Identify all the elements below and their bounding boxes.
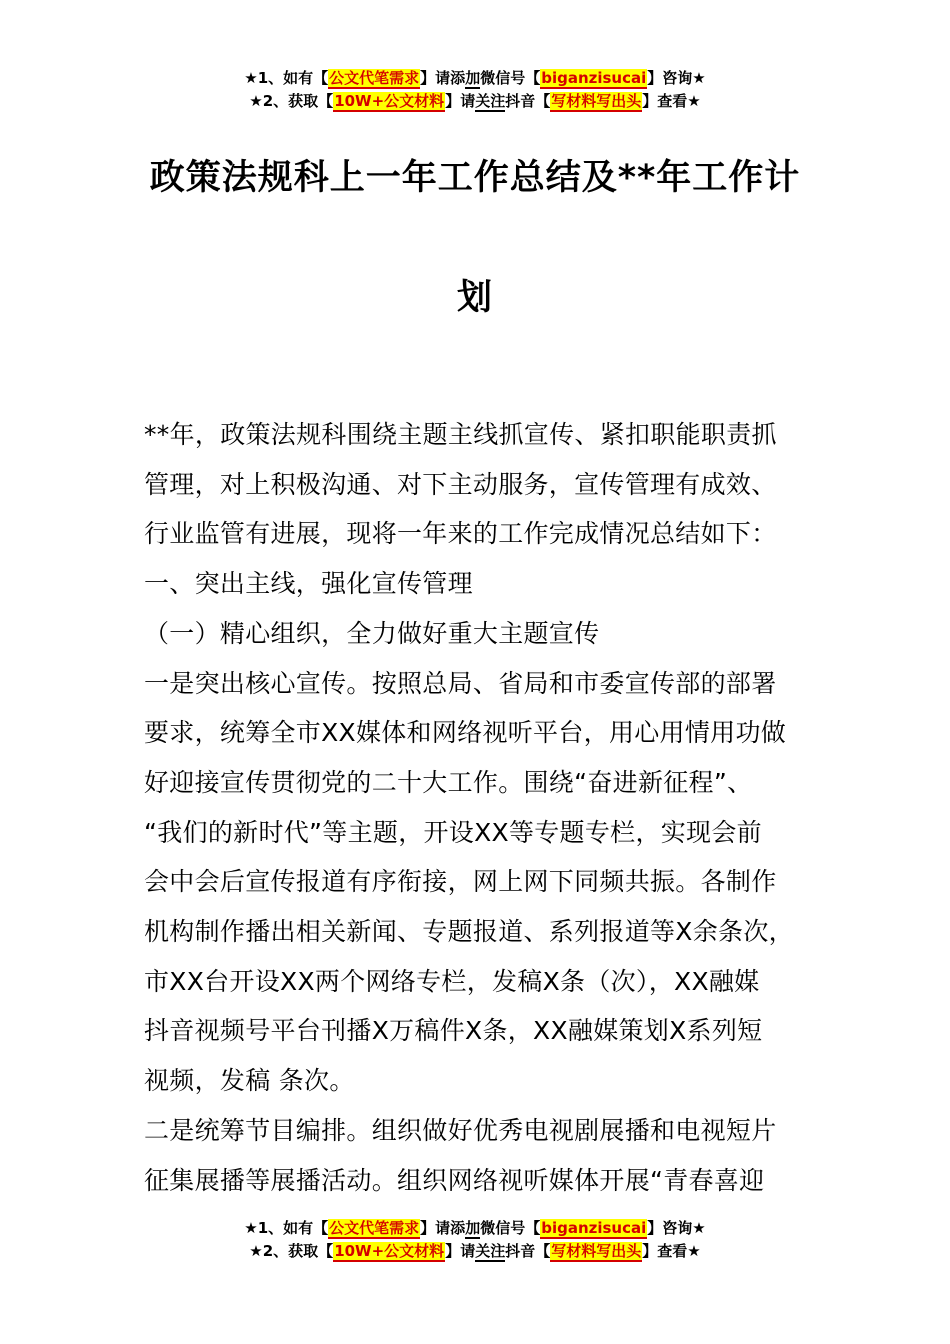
promo-text: 】咨询★ — [647, 69, 706, 87]
promo-highlight: biganzisucai — [541, 1219, 647, 1237]
body-line: 行业监管有进展，现将一年来的工作完成情况总结如下： — [144, 519, 777, 549]
body-line: 市XX台开设XX两个网络专栏，发稿X条（次），XX融媒 — [144, 966, 760, 996]
promo-text: 微信号【 — [480, 1219, 541, 1237]
promo-line-2 — [0, 1240, 950, 1263]
body-line: “我们的新时代”等主题，开设XX等专题专栏，实现会前 — [144, 817, 762, 847]
promo-underlined: 加 — [465, 1219, 481, 1237]
body-line: 视频，发稿 条次。 — [144, 1066, 355, 1096]
body-line: 征集展播等展播活动。组织网络视听媒体开展“青春喜迎 — [144, 1165, 765, 1195]
bottom-promo-banner — [0, 1217, 950, 1263]
document-title-line-2: 划 — [456, 278, 493, 318]
body-line: 抖音视频号平台刊播X万稿件X条，XX融媒策划X系列短 — [144, 1016, 763, 1046]
body-line: **年，政策法规科围绕主题主线抓宣传、紧扣职能职责抓 — [144, 420, 777, 449]
promo-underlined: 关注 — [475, 92, 506, 110]
top-promo-banner — [0, 67, 950, 113]
promo-line-1 — [0, 1217, 950, 1240]
promo-text: ★2、获取【 — [249, 92, 334, 110]
promo-underlined: 加 — [465, 69, 481, 87]
promo-text: ★1、如有【 — [244, 1219, 329, 1237]
promo-highlight: 公文代笔需求 — [329, 1219, 420, 1237]
promo-underlined: 关注 — [475, 1242, 506, 1260]
promo-highlight: 写材料写出头 — [551, 1242, 642, 1260]
promo-line-2 — [0, 90, 950, 113]
body-line: 会中会后宣传报道有序衔接，网上网下同频共振。各制作 — [144, 867, 777, 897]
promo-text: 】查看★ — [642, 92, 701, 110]
promo-text: 】请添 — [420, 69, 466, 87]
promo-highlight: 10W+公文材料 — [334, 92, 445, 110]
promo-text: 】咨询★ — [647, 1219, 706, 1237]
body-line: 机构制作播出相关新闻、专题报道、系列报道等X余条次， — [144, 917, 794, 947]
body-line: 要求，统筹全市XX媒体和网络视听平台，用心用情用功做 — [144, 718, 787, 748]
promo-text: ★2、获取【 — [249, 1242, 334, 1260]
promo-text: 微信号【 — [480, 69, 541, 87]
promo-highlight: 写材料写出头 — [551, 92, 642, 110]
body-line: 一是突出核心宣传。按照总局、省局和市委宣传部的部署 — [144, 668, 777, 698]
document-body — [144, 410, 809, 1205]
promo-text: ★1、如有【 — [244, 69, 329, 87]
document-title-line-1: 政策法规科上一年工作总结及**年工作计 — [149, 158, 801, 198]
body-line: 二是统筹节目编排。组织做好优秀电视剧展播和电视短片 — [144, 1115, 777, 1145]
promo-text: 】请 — [445, 1242, 476, 1260]
promo-highlight: 10W+公文材料 — [334, 1242, 445, 1260]
section-heading: 一、突出主线，强化宣传管理 — [144, 569, 473, 599]
promo-highlight: 公文代笔需求 — [329, 69, 420, 87]
promo-text: 】查看★ — [642, 1242, 701, 1260]
promo-text: 抖音【 — [505, 92, 551, 110]
subsection-heading: （一）精心组织，全力做好重大主题宣传 — [144, 618, 600, 648]
promo-line-1 — [0, 67, 950, 90]
body-line: 管理，对上积极沟通、对下主动服务，宣传管理有成效、 — [144, 469, 777, 499]
body-line: 好迎接宣传贯彻党的二十大工作。围绕“奋进新征程”、 — [144, 767, 753, 797]
promo-text: 】请添 — [420, 1219, 466, 1237]
promo-highlight: biganzisucai — [541, 69, 647, 87]
promo-text: 】请 — [445, 92, 476, 110]
promo-text: 抖音【 — [505, 1242, 551, 1260]
